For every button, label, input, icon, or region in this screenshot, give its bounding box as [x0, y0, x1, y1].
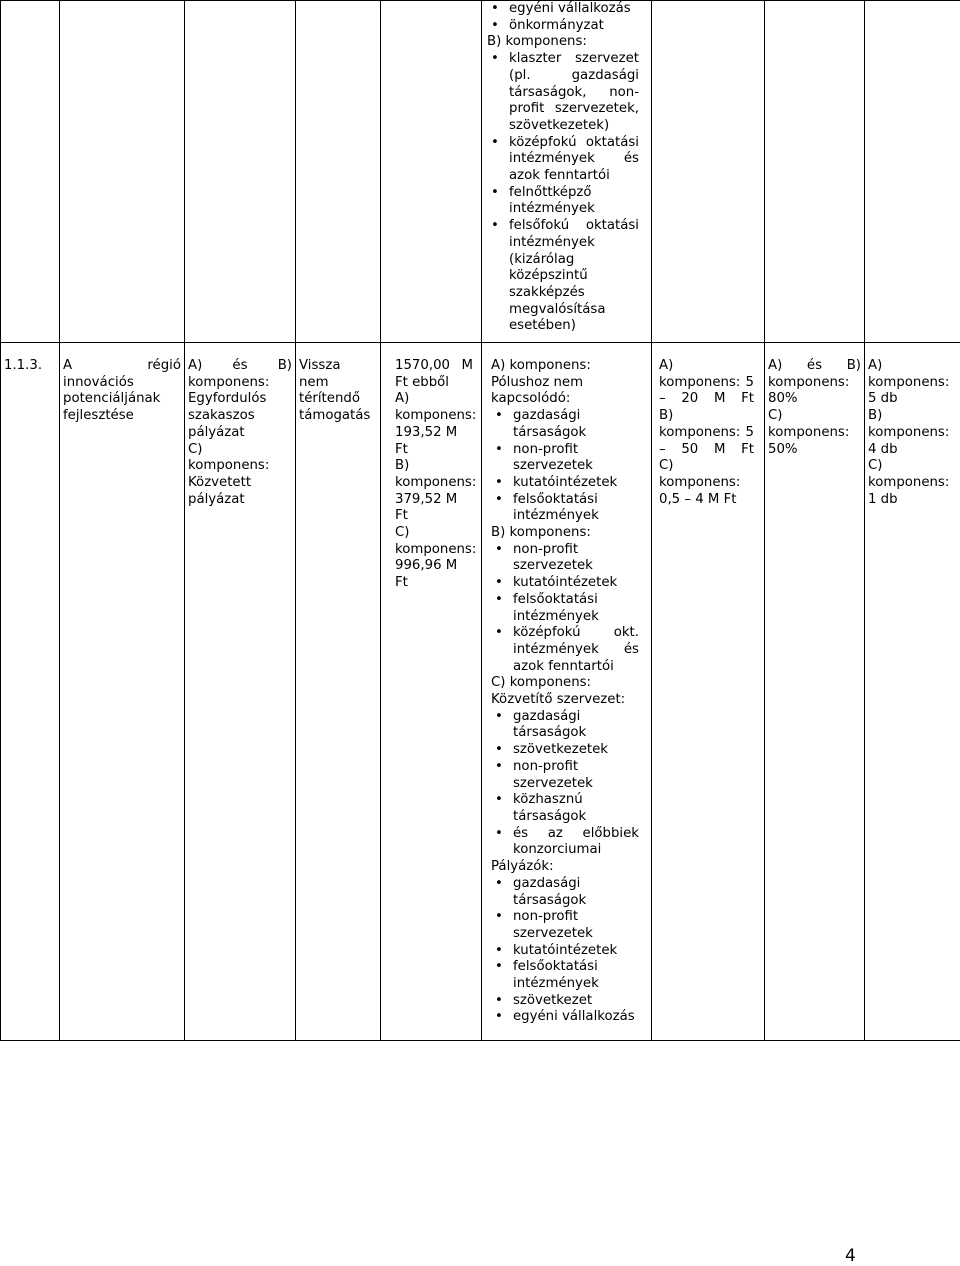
text-line: – 50 M Ft — [659, 442, 754, 459]
list-item — [491, 492, 639, 525]
text-line: komponens: — [868, 375, 957, 392]
row-number-cell — [1, 343, 60, 1041]
text-line: intézmények — [513, 609, 639, 626]
text-line: komponens: — [768, 375, 861, 392]
text-line: 0,5 – 4 M Ft — [659, 492, 754, 509]
text-line: megvalósítása — [509, 302, 639, 319]
text-line: – 20 M Ft — [659, 391, 754, 408]
text-line: komponens: — [395, 408, 473, 425]
text-line: B) — [868, 408, 957, 425]
project-count-cell — [865, 343, 960, 1041]
text-line: 80% — [768, 391, 861, 408]
text-line: • felsőoktatási — [513, 492, 639, 509]
section-heading: C) komponens: — [491, 675, 639, 692]
section-heading: A) komponens: — [491, 358, 639, 375]
project-count — [868, 358, 957, 508]
section-heading: kapcsolódó: — [491, 391, 639, 408]
list-item — [491, 442, 639, 475]
text-line: pályázat — [188, 492, 292, 509]
text-line: szakaszos — [188, 408, 292, 425]
text-line: A) — [868, 358, 957, 375]
text-line: A) — [659, 358, 754, 375]
text-line: 379,52 M Ft — [395, 492, 473, 525]
text-line: pályázat — [188, 425, 292, 442]
text-line: azok fenntartói — [513, 659, 639, 676]
text-line: 1570,00 M — [395, 358, 473, 375]
text-line: társaságok — [513, 893, 639, 910]
text-line: komponens: — [768, 425, 861, 442]
list-item — [487, 218, 639, 335]
text-line: • szövetkezetek — [513, 742, 639, 759]
list-item — [491, 542, 639, 575]
text-line: • felsőoktatási — [513, 959, 639, 976]
text-line: • és az előbbiek — [513, 826, 639, 843]
text-line: • non-profit — [513, 759, 639, 776]
text-line: komponens: — [868, 475, 957, 492]
application-type — [188, 358, 292, 508]
section-heading: Pólushoz nem — [491, 375, 639, 392]
list-item — [491, 909, 639, 942]
text-line: intézmények — [513, 976, 639, 993]
list-item — [491, 742, 639, 759]
text-line: intézmények — [513, 508, 639, 525]
text-line: C) — [868, 458, 957, 475]
text-line: • felsőoktatási — [513, 592, 639, 609]
support-amount-cell — [652, 343, 765, 1041]
text-line: (pl. gazdasági — [509, 68, 639, 85]
text-line: A régió — [63, 358, 181, 375]
text-line: potenciáljának — [63, 391, 181, 408]
list-item: • önkormányzat — [487, 18, 639, 35]
table-row-1-1-3 — [1, 343, 960, 1041]
text-line: Egyfordulós — [188, 391, 292, 408]
text-line: C) — [395, 525, 473, 542]
text-line: Közvetett — [188, 475, 292, 492]
text-line: komponens: — [868, 425, 957, 442]
text-line: intézmények — [509, 235, 639, 252]
eligible-applicants-cell-top — [482, 1, 652, 343]
support-form — [299, 358, 377, 425]
text-line: szervezetek — [513, 558, 639, 575]
text-line: 1 db — [868, 492, 957, 509]
text-line: A) és B) — [768, 358, 861, 375]
list-item — [491, 943, 639, 960]
text-line: szervezetek — [513, 926, 639, 943]
list-item — [491, 792, 639, 825]
text-line: komponens: — [395, 542, 473, 559]
bullet-list — [491, 876, 639, 1026]
text-line: konzorciumai — [513, 842, 639, 859]
text-line: esetében) — [509, 318, 639, 335]
text-line: társaságok — [513, 809, 639, 826]
text-line: szövetkezetek) — [509, 118, 639, 135]
text-line: • kutatóintézetek — [513, 475, 639, 492]
text-line: 4 db — [868, 442, 957, 459]
support-form-cell — [296, 343, 381, 1041]
text-line: 5 db — [868, 391, 957, 408]
text-line: komponens: 5 — [659, 425, 754, 442]
text-line: • gazdasági — [513, 408, 639, 425]
eligible-applicants-cell — [482, 343, 652, 1041]
application-type-cell — [185, 343, 296, 1041]
list-item — [491, 475, 639, 492]
support-amount — [659, 358, 754, 508]
text-line: intézmények — [509, 201, 639, 218]
list-item — [487, 51, 639, 135]
text-line: • klaszter szervezet — [509, 51, 639, 68]
list-item — [491, 876, 639, 909]
measure-title-cell — [60, 343, 185, 1041]
text-line: B) — [395, 458, 473, 475]
text-line: komponens: — [188, 375, 292, 392]
text-line: • kutatóintézetek — [513, 575, 639, 592]
text-line: C) — [768, 408, 861, 425]
text-line: 50% — [768, 442, 861, 459]
row-number: 1.1.3. — [4, 358, 42, 373]
text-line: komponens: — [395, 475, 473, 492]
text-line: • középfokú okt. — [513, 625, 639, 642]
text-line: • non-profit — [513, 442, 639, 459]
text-line: • felnőttképző — [509, 185, 639, 202]
text-line: A) és B) — [188, 358, 292, 375]
text-line: 193,52 M Ft — [395, 425, 473, 458]
list-item — [491, 1009, 639, 1026]
text-line: intézmények és — [513, 642, 639, 659]
text-line: (kizárólag — [509, 252, 639, 269]
section-heading: B) komponens: — [491, 525, 639, 542]
text-line: innovációs — [63, 375, 181, 392]
budget — [395, 358, 473, 592]
text-line: komponens: — [659, 475, 754, 492]
eligible-applicants — [491, 358, 639, 1026]
table-row-continuation — [1, 1, 960, 343]
list-item — [491, 592, 639, 625]
text-line: Ft ebből — [395, 375, 473, 392]
text-line: 996,96 M Ft — [395, 558, 473, 591]
section-heading: Pályázók: — [491, 859, 639, 876]
text-line: középszintű — [509, 268, 639, 285]
text-line: komponens: 5 — [659, 375, 754, 392]
text-line: • gazdasági — [513, 876, 639, 893]
bullet-list — [491, 542, 639, 676]
text-line: szakképzés — [509, 285, 639, 302]
page-number: 4 — [845, 1246, 856, 1266]
text-line: A) — [395, 391, 473, 408]
text-line: társaságok — [513, 425, 639, 442]
text-line: • gazdasági — [513, 709, 639, 726]
text-line: szervezetek — [513, 458, 639, 475]
bullet-list — [487, 1, 639, 34]
section-heading: Közvetítő szervezet: — [491, 692, 639, 709]
text-line: szervezetek — [513, 776, 639, 793]
list-item — [491, 625, 639, 675]
bullet-list — [491, 709, 639, 859]
text-line: támogatás — [299, 408, 377, 425]
component-b-heading: B) komponens: — [487, 34, 639, 51]
text-line: • non-profit — [513, 542, 639, 559]
text-line: • szövetkezet — [513, 993, 639, 1010]
list-item — [491, 408, 639, 441]
budget-cell — [381, 343, 482, 1041]
bullet-list — [491, 408, 639, 525]
text-line: C) — [659, 458, 754, 475]
text-line: • közhasznú — [513, 792, 639, 809]
text-line: komponens: — [188, 458, 292, 475]
text-line: • egyéni vállalkozás — [513, 1009, 639, 1026]
measure-title — [63, 358, 181, 425]
text-line: nem — [299, 375, 377, 392]
text-line: térítendő — [299, 391, 377, 408]
text-line: B) — [659, 408, 754, 425]
text-line: Vissza — [299, 358, 377, 375]
list-item: • egyéni vállalkozás — [487, 1, 639, 18]
list-item — [491, 959, 639, 992]
text-line: azok fenntartói — [509, 168, 639, 185]
list-item — [487, 185, 639, 218]
support-rate — [768, 358, 861, 458]
list-item — [487, 135, 639, 185]
list-item — [491, 826, 639, 859]
text-line: C) — [188, 442, 292, 459]
text-line: • non-profit — [513, 909, 639, 926]
bullet-list — [487, 51, 639, 335]
text-line: profit szervezetek, — [509, 101, 639, 118]
support-rate-cell — [765, 343, 865, 1041]
list-item — [491, 993, 639, 1010]
list-item — [491, 709, 639, 742]
list-item — [491, 575, 639, 592]
text-line: • felsőfokú oktatási — [509, 218, 639, 235]
text-line: társaságok — [513, 725, 639, 742]
text-line: intézmények és — [509, 151, 639, 168]
text-line: • kutatóintézetek — [513, 943, 639, 960]
text-line: társaságok, non- — [509, 85, 639, 102]
list-item — [491, 759, 639, 792]
text-line: • középfokú oktatási — [509, 135, 639, 152]
text-line: fejlesztése — [63, 408, 181, 425]
